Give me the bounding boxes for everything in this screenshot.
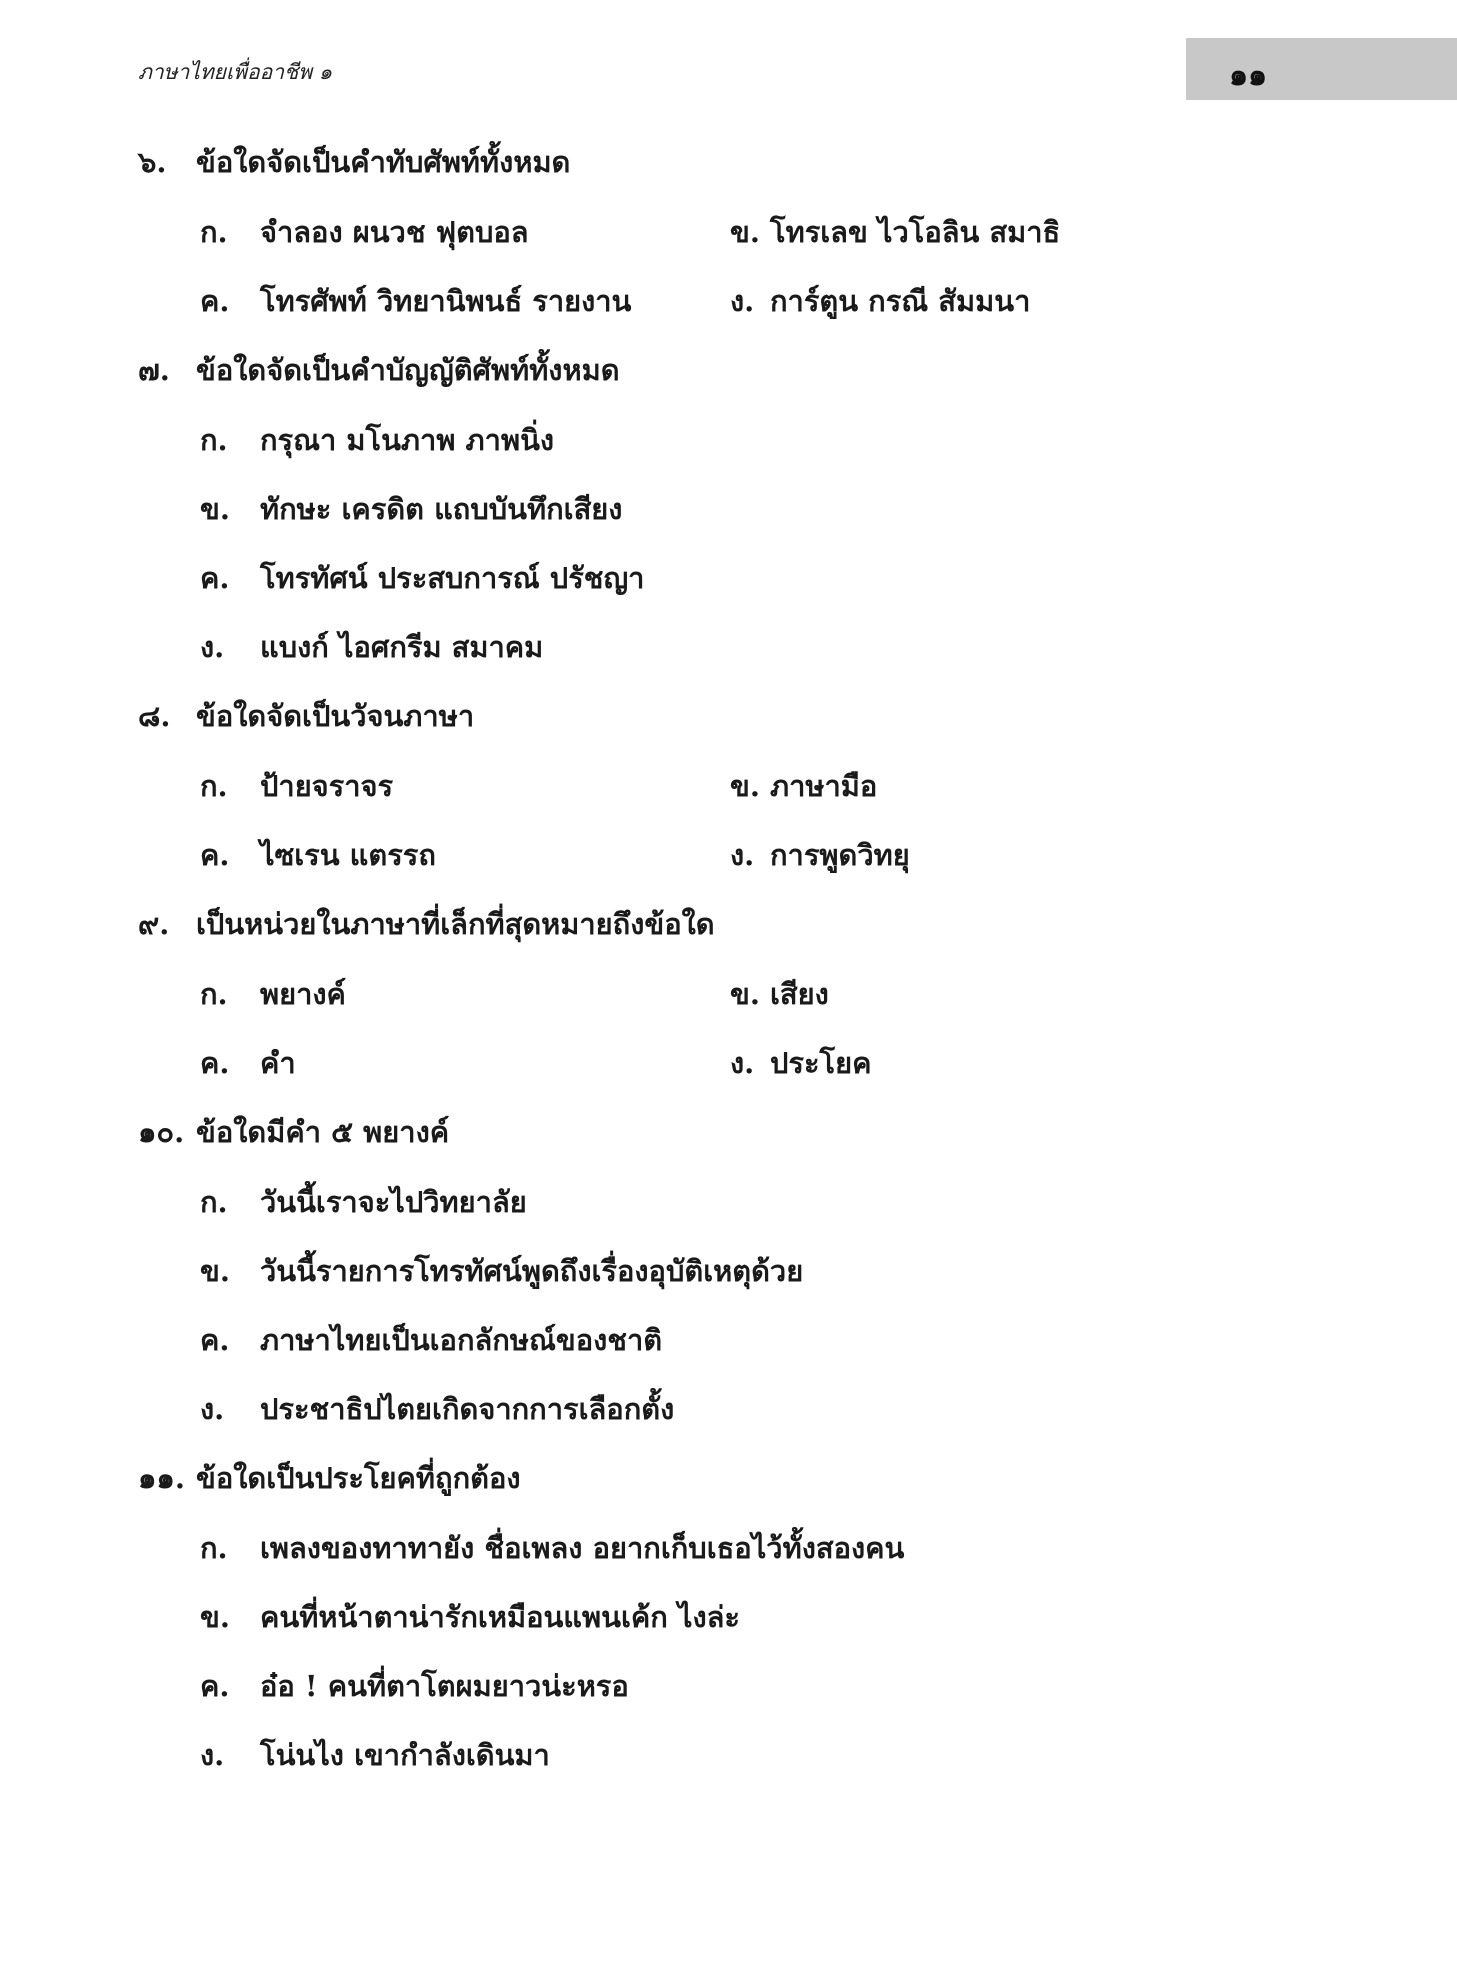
option-text: กรุณา มโนภาพ ภาพนิ่ง [260, 423, 555, 457]
option-7d [200, 630, 544, 664]
option-11a [200, 1531, 905, 1565]
option-letter: ง. [730, 838, 755, 872]
option-letter: ค. [200, 284, 230, 318]
option-text: ภาษาไทยเป็นเอกลักษณ์ของชาติ [260, 1323, 663, 1357]
option-text: แบงก์ ไอศกรีม สมาคม [260, 630, 544, 664]
option-8d [730, 838, 910, 872]
question-text: ข้อใดจัดเป็นคำทับศัพท์ทั้งหมด [196, 145, 571, 179]
option-letter: ก. [200, 977, 228, 1011]
question-number: ๙. [138, 907, 170, 941]
option-text: ภาษามือ [770, 769, 878, 803]
question-number: ๗. [138, 353, 170, 387]
option-text: การพูดวิทยุ [770, 838, 910, 872]
option-text: โทรศัพท์ วิทยานิพนธ์ รายงาน [260, 284, 632, 318]
option-text: โทรทัศน์ ประสบการณ์ ปรัชญา [260, 561, 645, 595]
option-text: พยางค์ [260, 977, 346, 1011]
option-letter: ข. [730, 215, 760, 249]
question-number: ๘. [138, 699, 171, 733]
option-letter: ง. [200, 1392, 225, 1426]
question-text: เป็นหน่วยในภาษาที่เล็กที่สุดหมายถึงข้อใด [196, 907, 715, 941]
option-9d [730, 1046, 872, 1080]
option-text: เพลงของทาทายัง ชื่อเพลง อยากเก็บเธอไว้ทั้งสองคน [260, 1531, 905, 1565]
option-letter: ค. [200, 1669, 230, 1703]
option-11b [200, 1600, 741, 1634]
option-7b [200, 492, 623, 526]
question-number: ๖. [138, 145, 167, 179]
option-7c [200, 561, 645, 595]
option-text: อ๋อ ! คนที่ตาโตผมยาวน่ะหรอ [260, 1669, 629, 1703]
option-letter: ก. [200, 769, 228, 803]
option-11d [200, 1738, 550, 1772]
question-text: ข้อใดจัดเป็นวัจนภาษา [196, 699, 475, 733]
question-7 [138, 353, 620, 387]
option-letter: ก. [200, 1531, 228, 1565]
option-text: โน่นไง เขากำลังเดินมา [260, 1738, 550, 1772]
option-7a [200, 423, 555, 457]
running-header-title: ภาษาไทยเพื่ออาชีพ ๑ [138, 60, 333, 84]
question-number: ๑๐. [138, 1115, 185, 1149]
question-text: ข้อใดจัดเป็นคำบัญญัติศัพท์ทั้งหมด [196, 353, 620, 387]
question-6 [138, 145, 571, 179]
option-letter: ก. [200, 215, 228, 249]
question-text: ข้อใดมีคำ ๕ พยางค์ [196, 1115, 450, 1149]
option-6c [200, 284, 632, 318]
option-11c [200, 1669, 629, 1703]
option-8c [200, 838, 436, 872]
option-10c [200, 1323, 663, 1357]
option-8a [200, 769, 394, 803]
option-letter: ข. [200, 1600, 230, 1634]
option-text: ประชาธิปไตยเกิดจากการเลือกตั้ง [260, 1392, 675, 1426]
option-text: เสียง [770, 977, 829, 1011]
option-letter: ข. [730, 977, 760, 1011]
option-letter: ค. [200, 838, 230, 872]
option-9c [200, 1046, 296, 1080]
option-letter: ง. [200, 630, 225, 664]
option-6b [730, 215, 1061, 249]
option-text: ไซเรน แตรรถ [260, 838, 436, 872]
option-letter: ง. [730, 1046, 755, 1080]
option-8b [730, 769, 878, 803]
option-letter: ง. [730, 284, 755, 318]
option-text: วันนี้รายการโทรทัศน์พูดถึงเรื่องอุบัติเหตุด้วย [260, 1254, 804, 1288]
option-letter: ข. [730, 769, 760, 803]
option-letter: ข. [200, 492, 230, 526]
option-letter: ก. [200, 1185, 228, 1219]
question-8 [138, 699, 475, 733]
page-number: ๑๑ [1229, 58, 1268, 93]
option-9b [730, 977, 829, 1011]
option-text: ป้ายจราจร [260, 769, 394, 803]
option-text: คนที่หน้าตาน่ารักเหมือนแพนเค้ก ไงล่ะ [260, 1600, 741, 1634]
option-text: การ์ตูน กรณี สัมมนา [770, 284, 1031, 318]
option-text: จำลอง ผนวช ฟุตบอล [260, 215, 529, 249]
option-letter: ค. [200, 561, 230, 595]
question-11 [138, 1461, 521, 1495]
question-text: ข้อใดเป็นประโยคที่ถูกต้อง [196, 1461, 521, 1495]
option-9a [200, 977, 346, 1011]
option-letter: ค. [200, 1323, 230, 1357]
option-text: วันนี้เราจะไปวิทยาลัย [260, 1185, 527, 1219]
question-10 [138, 1115, 450, 1149]
question-number: ๑๑. [138, 1461, 185, 1495]
option-letter: ค. [200, 1046, 230, 1080]
option-letter: ก. [200, 423, 228, 457]
option-text: โทรเลข ไวโอลิน สมาธิ [770, 215, 1061, 249]
option-letter: ง. [200, 1738, 225, 1772]
option-text: ประโยค [770, 1046, 872, 1080]
page-number-box [1186, 38, 1457, 100]
option-6a [200, 215, 529, 249]
option-10b [200, 1254, 804, 1288]
option-6d [730, 284, 1031, 318]
option-text: คำ [260, 1046, 296, 1080]
question-9 [138, 907, 715, 941]
option-text: ทักษะ เครดิต แถบบันทึกเสียง [260, 492, 623, 526]
option-10a [200, 1185, 527, 1219]
option-letter: ข. [200, 1254, 230, 1288]
option-10d [200, 1392, 675, 1426]
